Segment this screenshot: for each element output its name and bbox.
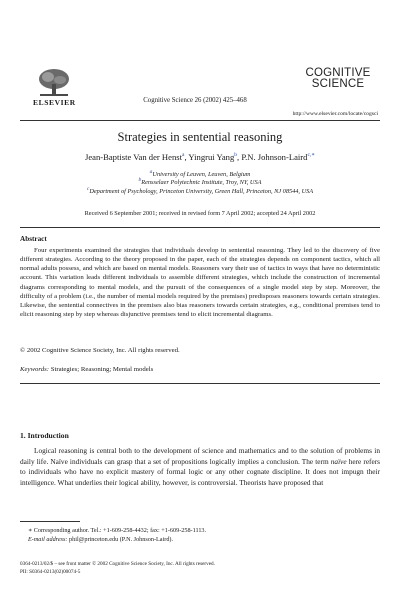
pii-identifier: PII: S0364-0213(02)00074-5 (20, 569, 81, 575)
body-paragraph (20, 446, 380, 488)
affiliation-marker: b (138, 177, 142, 183)
elsevier-tree-logo (34, 68, 74, 98)
author-name: P.N. Johnson-Laird (241, 152, 308, 162)
author-affiliation-marker[interactable]: c,∗ (307, 152, 315, 159)
keywords-list: Strategies; Reasoning; Mental models (50, 366, 154, 373)
footnote-rule (20, 521, 80, 522)
article-dates: Received 6 September 2001; received in revised form 7 April 2002; accepted 24 April 2002 (84, 210, 316, 217)
body-text-part: Logical reasoning is central both to the development of science and mathematics and to the solution of problems in daily life. Naïve individuals can grasp that a set of propositions logically implies a conclusion. The term (20, 446, 380, 466)
header-rule (20, 120, 380, 121)
journal-title-line1: COGNITIVE (305, 67, 371, 79)
author-name: Jean-Baptiste Van der Henst (85, 152, 182, 162)
journal-title-line2: SCIENCE (311, 78, 365, 90)
affiliation-text: Rensselaer Polytechnic Institute, Troy, NY, USA (141, 179, 262, 187)
keywords (20, 366, 153, 373)
body-italic-term: naïve (330, 456, 347, 466)
body-text-part: here refers to individuals who have no explicit mastery of formal logic or any other cognate discipline. It does not impugn their intelligence. What underlies their logical ability, however, is controversial. Theorists have proposed that (20, 456, 380, 487)
abstract-rule-bottom (20, 383, 380, 384)
author-separator: , (237, 152, 242, 162)
author-separator: , (184, 152, 189, 162)
author-name: Yingrui Yang (188, 152, 235, 162)
email-address[interactable]: phil@princeton.edu (P.N. Johnson-Laird). (67, 536, 174, 543)
abstract-rule-top (20, 227, 380, 228)
footnote-email (28, 536, 173, 543)
footnote-corresponding-author: ∗ Corresponding author. Tel.: +1-609-258-4432; fax: +1-609-258-1113. (28, 527, 207, 534)
journal-reference: Cognitive Science 26 (2002) 425–468 (143, 97, 247, 104)
affiliation-marker: a (149, 169, 153, 175)
abstract-text: Four experiments examined the strategies that individuals develop in sentential reasoning. They led to the discovery of five different strategies. According to the theory proposed in the paper, each of the strategies depends on component tactics, which all normal adults possess, and which are based on mental models. Reasoners vary their use of tactics in ways that have no deterministic account. This variation leads different individuals to assemble different strategies, which include the construction of incremental diagrams corresponding to mental models, and the pursuit of the consequences of a single model step by step. Moreover, the difficulty of a problem (i.e., the number of mental models required by the premises) predisposes reasoners towards certain strategies. Likewise, the sentential connectives in the premises also bias reasoners towards certain strategies, e.g., conditional premises tend to elicit reasoning step by step whereas disjunctive premises tend to elicit incremental diagrams. (20, 247, 380, 319)
article-title: Strategies in sentential reasoning (117, 130, 283, 144)
email-label: E-mail address: (28, 536, 68, 543)
affiliation-text: Department of Psychology, Princeton University, Green Hall, Princeton, NJ 08544, USA (89, 188, 314, 196)
journal-url[interactable]: http://www.elsevier.com/locate/cogsci (292, 111, 378, 117)
affiliation (0, 177, 400, 186)
author-affiliation-marker[interactable]: b (234, 152, 238, 159)
publisher-name: ELSEVIER (33, 98, 76, 107)
author-affiliation-marker[interactable]: a (181, 152, 185, 159)
section-heading: 1. Introduction (20, 431, 69, 440)
journal-title-logo (298, 68, 378, 90)
affiliation-text: University of Leuven, Leuven, Belgium (152, 171, 251, 179)
author-list (0, 152, 400, 162)
front-matter-notice: 0364-0213/02/$ – see front matter © 2002 Cognitive Science Society, Inc. All rights reserved. (20, 561, 215, 567)
copyright-notice: © 2002 Cognitive Science Society, Inc. All rights reserved. (20, 347, 180, 354)
affiliation (0, 186, 400, 195)
affiliation-marker: c (86, 186, 90, 192)
keywords-label: Keywords: (20, 366, 49, 373)
abstract-heading: Abstract (20, 235, 47, 243)
